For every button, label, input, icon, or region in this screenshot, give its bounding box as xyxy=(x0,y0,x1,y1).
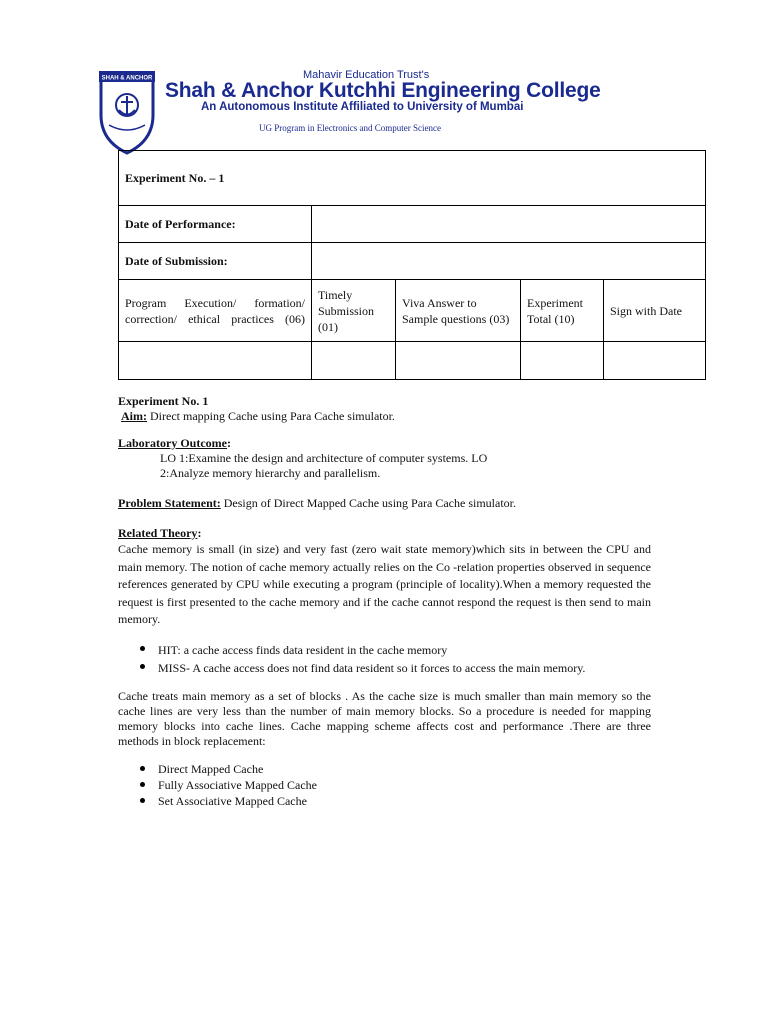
viva-answer-header: Viva Answer to Sample questions (03) xyxy=(396,280,521,342)
list-item xyxy=(118,659,651,677)
list-item xyxy=(118,641,651,659)
table-row xyxy=(119,243,706,280)
date-of-performance-label: Date of Performance: xyxy=(119,206,312,243)
bullet-icon xyxy=(140,782,145,787)
method-direct: Direct Mapped Cache xyxy=(158,761,264,776)
method-set-associative: Set Associative Mapped Cache xyxy=(158,793,307,808)
program-execution-header: Program Execution/ formation/ correction/ ethical practices (06) xyxy=(119,280,312,342)
problem-statement xyxy=(118,496,651,511)
experiment-number: Experiment No. – 1 xyxy=(119,151,706,206)
svg-text:SHAH & ANCHOR: SHAH & ANCHOR xyxy=(101,75,153,82)
aim-text: Direct mapping Cache using Para Cache simulator. xyxy=(147,409,395,423)
theory-label: Related Theory xyxy=(118,526,198,540)
sign-with-date-value xyxy=(604,342,706,380)
bullet-icon xyxy=(140,798,145,803)
experiment-table xyxy=(118,150,706,380)
methods-list xyxy=(118,761,651,809)
table-row xyxy=(119,280,706,342)
aim xyxy=(118,409,651,424)
blocks-paragraph: Cache treats main memory as a set of blocks . As the cache size is much smaller than main memory so the cache lines are very less than the number of main memory blocks. So a procedure is needed for mapping memory blocks into cache lines. Cache mapping scheme affects cost and performance .There are three methods in block replacement: xyxy=(118,688,651,748)
table-row xyxy=(119,342,706,380)
sign-with-date-header: Sign with Date xyxy=(604,280,706,342)
date-of-performance-value xyxy=(312,206,706,243)
affiliation: An Autonomous Institute Affiliated to University of Mumbai xyxy=(201,101,524,113)
table-row xyxy=(119,206,706,243)
lab-outcome-2: 2:Analyze memory hierarchy and parallelism. xyxy=(160,466,381,480)
date-of-submission-label: Date of Submission: xyxy=(119,243,312,280)
bullet-icon xyxy=(140,664,145,669)
experiment-heading: Experiment No. 1 xyxy=(118,394,209,408)
date-of-submission-value xyxy=(312,243,706,280)
lab-outcome-colon: : xyxy=(226,436,231,450)
list-item xyxy=(118,793,651,809)
theory-paragraph: Cache memory is small (in size) and very fast (zero wait state memory)which sits in between the CPU and main memory. The notion of cache memory actually relies on the Co -relation properties observed in sequence references generated by CPU while executing a program (principle of locality).When a memory requested the request is first presented to the cache memory and if the cache cannot respond the request is then send to main memory. xyxy=(118,542,651,626)
trust-name: Mahavir Education Trust's xyxy=(303,69,430,81)
program-name: UG Program in Electronics and Computer Science xyxy=(259,123,441,133)
method-fully-associative: Fully Associative Mapped Cache xyxy=(158,777,317,792)
experiment-total-score xyxy=(521,342,604,380)
problem-label: Problem Statement: xyxy=(118,496,221,510)
list-item xyxy=(118,777,651,793)
program-execution-score xyxy=(119,342,312,380)
miss-text: MISS- A cache access does not find data resident so it forces to access the main memory. xyxy=(158,660,586,675)
hit-text: HIT: a cache access finds data resident in the cache memory xyxy=(158,642,448,657)
theory-heading xyxy=(118,526,651,541)
lab-outcome-label: Laboratory Outcome xyxy=(118,436,227,450)
college-logo xyxy=(97,63,157,155)
bullet-icon xyxy=(140,646,145,651)
timely-submission-header: Timely Submission (01) xyxy=(312,280,396,342)
lab-outcome-1: LO 1:Examine the design and architecture of computer systems. LO xyxy=(160,451,488,465)
table-row xyxy=(119,151,706,206)
list-item xyxy=(118,761,651,777)
problem-text: Design of Direct Mapped Cache using Para Cache simulator. xyxy=(220,496,517,510)
lab-outcome-heading xyxy=(118,436,651,451)
timely-submission-score xyxy=(312,342,396,380)
college-name: Shah & Anchor Kutchhi Engineering College xyxy=(165,79,601,102)
experiment-total-header: Experiment Total (10) xyxy=(521,280,604,342)
bullet-icon xyxy=(140,766,145,771)
viva-answer-score xyxy=(396,342,521,380)
hit-miss-list xyxy=(118,641,651,677)
experiment-body xyxy=(118,394,651,809)
theory-colon: : xyxy=(197,526,202,540)
aim-label: Aim: xyxy=(121,409,147,423)
